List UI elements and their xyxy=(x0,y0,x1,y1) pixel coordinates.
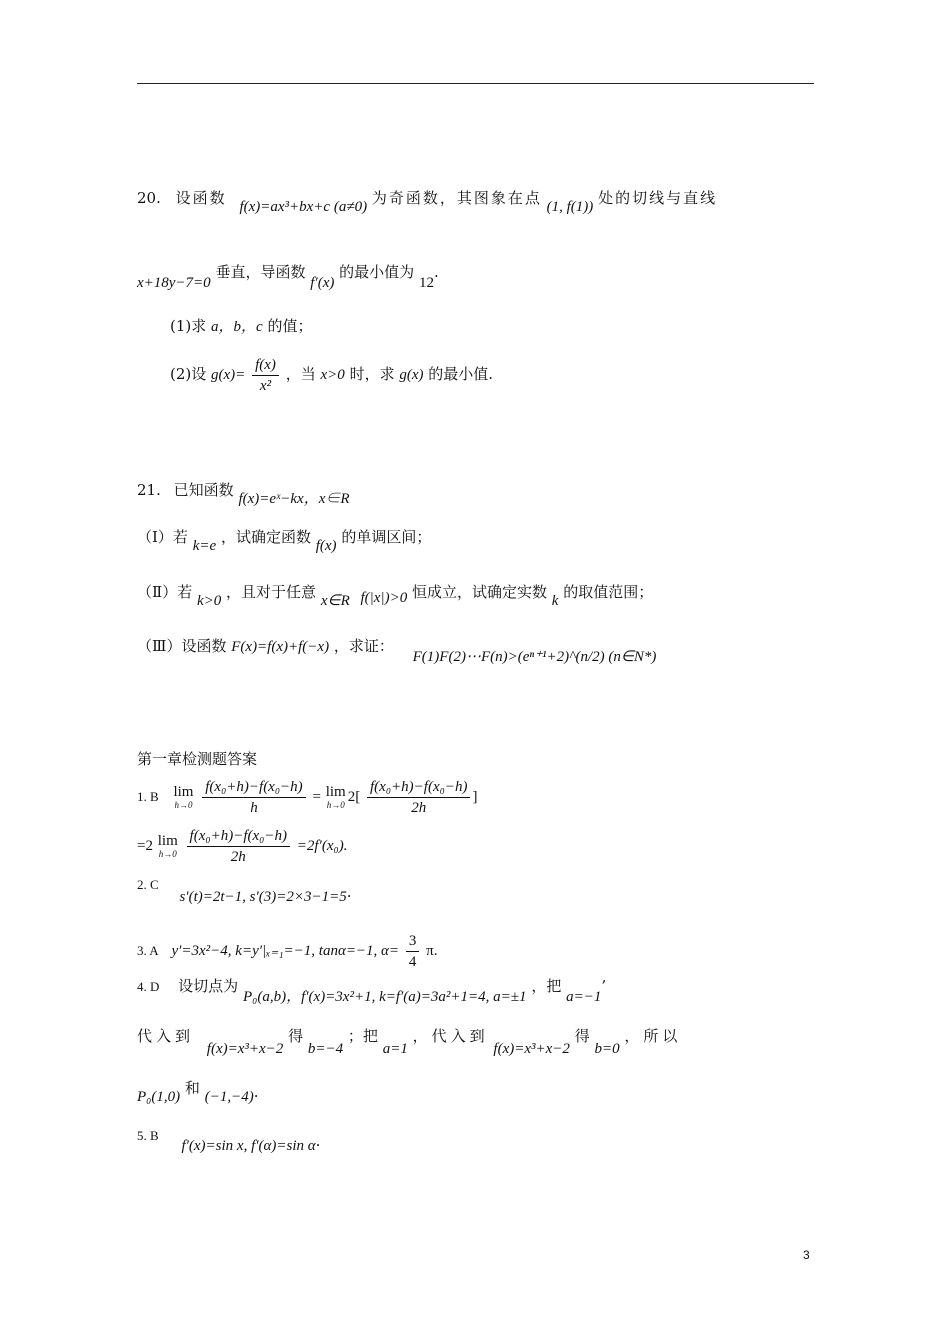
answer-1-frac-c xyxy=(187,826,290,867)
answer-3-tail: π. xyxy=(426,943,438,959)
q21-iii-ineq: F(1)F(2)⋯F(n)>(eⁿ⁺¹+2)^(n/2) (n∈N*) xyxy=(412,649,657,665)
q20-deriv: f′(x) xyxy=(310,275,335,291)
answer-4-label: 4. D xyxy=(137,979,160,994)
answer-4-l2-f: f(x)=x³+x−2 xyxy=(206,1041,284,1057)
answer-4-a1: a=−1 xyxy=(566,989,602,1005)
q20-p2-label: (2)设 xyxy=(170,365,207,383)
q21-i-tail: 的单调区间； xyxy=(341,528,432,546)
q21-ii-x: x∈R xyxy=(320,593,350,609)
answer-4-line3: P₀(1,0) 和 (−1,−4). xyxy=(137,1079,259,1105)
answer-1-lim-a: lim h→0 xyxy=(173,784,194,810)
answer-4-l3-p: P₀(1,0) xyxy=(137,1089,181,1105)
answer-4-lead: 设切点为 xyxy=(178,977,239,995)
q21-i-mid: ，试确定函数 xyxy=(220,528,311,546)
answer-4-line1: 4. D 设切点为 P₀(a,b)，f′(x)=3x²+1, k=f′(a)=3a²+1=4, a=±1 ，把 a=−1’ xyxy=(137,977,607,1005)
q21-part3 xyxy=(137,636,657,665)
q21-iii-label: （Ⅲ）设函数 xyxy=(137,637,227,655)
q20-p2-tail: 的最小值. xyxy=(428,365,494,383)
q20-point: (1, f(1)) xyxy=(546,199,594,215)
header-rule xyxy=(137,83,814,84)
answer-1-frac-b xyxy=(367,777,470,818)
answer-4-l2-de2: 得 xyxy=(574,1027,590,1045)
q21-iii-F: F(x)=f(x)+f(−x) xyxy=(231,639,330,655)
q21-ii-label: （Ⅱ）若 xyxy=(137,583,193,601)
q21-part2 xyxy=(137,582,654,609)
q20-tail: 处的切线与直线 xyxy=(598,189,718,207)
q21-i-cond: k=e xyxy=(192,538,217,554)
q20-part2 xyxy=(170,352,493,397)
answer-4-line2 xyxy=(137,1026,682,1057)
q20-line2-eq: x+18y−7=0 xyxy=(137,275,211,291)
page-number: 3 xyxy=(803,1248,810,1262)
answer-1-frac-a-num: f(x₀+h)−f(x₀−h) xyxy=(202,777,305,798)
answer-4-l2-b: b=−4 xyxy=(307,1041,344,1057)
q20-minval: 12 xyxy=(418,275,434,291)
answer-5-label: 5. B xyxy=(137,1128,159,1143)
q20-p1-label: (1)求 xyxy=(170,317,207,335)
answer-3 xyxy=(137,928,437,973)
answer-4-l2-so: ，所以 xyxy=(624,1027,682,1045)
answer-3-frac-den: 4 xyxy=(408,953,417,970)
q21-lead: 已知函数 xyxy=(173,481,234,499)
answer-4-l3-and: 和 xyxy=(184,1079,200,1097)
q20-p2-den: x² xyxy=(259,377,272,394)
answer-2: 2. C s′(t)=2t−1, s′(3)=2×3−1=5. xyxy=(137,877,352,905)
q20-p2-cond: x>0 xyxy=(320,367,345,383)
q21-i-fx: f(x) xyxy=(315,538,337,554)
answer-1-label: 1. B xyxy=(137,789,159,804)
q20-p2-fraction xyxy=(252,355,279,396)
answer-4-l2-f2: f(x)=x³+x−2 xyxy=(493,1041,570,1057)
q20-part1 xyxy=(170,316,313,337)
q20-p2-gx: g(x) xyxy=(399,367,424,383)
answer-3-frac-num: 3 xyxy=(406,931,420,952)
answer-1-frac-a xyxy=(202,777,305,818)
q20-p2-mid2: 时，求 xyxy=(349,365,395,383)
q20-p1-vars: a，b，c xyxy=(211,319,263,335)
q20-p1-tail: 的值； xyxy=(267,317,313,335)
answer-1-lim-b: lim h→0 xyxy=(325,784,346,810)
answer-1-frac-a-den: h xyxy=(250,799,258,816)
answer-3-label: 3. A xyxy=(137,943,159,958)
q21-iii-mid: ，求证： xyxy=(333,637,394,655)
q20-p2-g: g(x)= xyxy=(211,367,246,383)
answer-4-body: P₀(a,b)，f′(x)=3x²+1, k=f′(a)=3a²+1=4, a=±1 xyxy=(242,989,527,1005)
q21-ii-mid: ，且对于任意 xyxy=(226,583,317,601)
q21-ii-tail: 的取值范围； xyxy=(563,583,654,601)
q20-number: 20. xyxy=(137,189,161,207)
q20-mid: 为奇函数，其图象在点 xyxy=(371,189,542,207)
answer-1-eq: = xyxy=(312,789,321,805)
answer-4-l2-a: 代入到 xyxy=(137,1027,195,1045)
q20-p2-num: f(x) xyxy=(252,355,279,376)
q21-ii-cond: k>0 xyxy=(196,593,222,609)
q20-formula: f(x)=ax³+bx+c (a≠0) xyxy=(239,199,368,215)
answer-1-frac-b-num: f(x₀+h)−f(x₀−h) xyxy=(367,777,470,798)
answer-5-body: f′(x)=sin x, f′(α)=sin α xyxy=(181,1138,316,1154)
answer-4-l2-b2: b=0 xyxy=(594,1041,620,1057)
q21-part1 xyxy=(137,527,432,554)
q21-i-label: （Ⅰ）若 xyxy=(137,528,188,546)
q20-lead: 设函数 xyxy=(175,189,227,207)
answer-1-lim-c: lim h→0 xyxy=(157,833,178,859)
q20-line2-mid: 垂直，导函数 xyxy=(215,263,306,281)
q20-line2-tail: 的最小值为 xyxy=(339,263,415,281)
answer-2-body: s′(t)=2t−1, s′(3)=2×3−1=5 xyxy=(179,889,347,905)
answer-1-frac-b-den: 2h xyxy=(411,799,427,816)
answer-1-line1: 1. B lim h→0 $\frac{\text{f(x₀+h)−f(x₀−h)}}{h}$ = lim h→0 2[ $\frac{\text{f(x₀+h)−f(x₀−h)}}{2h}$ ] xyxy=(137,778,478,816)
q20-line2: x+18y−7=0 垂直，导函数 f′(x) 的最小值为 12. xyxy=(137,263,439,291)
answer-1-frac-c-den: 2h xyxy=(230,848,246,865)
answer-3-fraction xyxy=(406,931,420,972)
q21-ii-ineq: f(|x|)>0 xyxy=(360,590,408,606)
q21-line1 xyxy=(137,480,350,507)
answer-4-l3-q: (−1,−4) xyxy=(204,1089,254,1105)
q20-line1 xyxy=(137,188,718,215)
q21-number: 21. xyxy=(137,481,161,499)
answer-4-l2-de: 得 xyxy=(288,1027,304,1045)
answer-1-frac-c-num: f(x₀+h)−f(x₀−h) xyxy=(187,826,290,847)
answer-4-l2-ba: ；把 xyxy=(347,1027,378,1045)
answer-1-result: =2f′(x₀). xyxy=(296,838,348,854)
answers-heading: 第一章检测题答案 xyxy=(137,750,258,768)
answer-4-ba: ，把 xyxy=(531,977,562,995)
answer-1-line2: =2 lim h→0 $\frac{\text{f(x₀+h)−f(x₀−h)}}{2h}$ =2f′(x₀). xyxy=(137,827,348,865)
q21-ii-mid2: 恒成立，试确定实数 xyxy=(411,583,547,601)
answer-4-l2-a2: a=1 xyxy=(382,1041,408,1057)
answer-3-body: y′=3x²−4, k=y′|ₓ₌₁=−1, tanα=−1, α= xyxy=(171,943,400,959)
q21-ii-k: k xyxy=(551,593,559,609)
q20-p2-mid: ，当 xyxy=(285,365,316,383)
q21-formula: f(x)=eˣ−kx，x∈R xyxy=(238,491,350,507)
answer-2-label: 2. C xyxy=(137,877,159,892)
answer-4-l2-c: ，代入到 xyxy=(412,1027,489,1045)
answer-5: 5. B f′(x)=sin x, f′(α)=sin α. xyxy=(137,1128,321,1154)
